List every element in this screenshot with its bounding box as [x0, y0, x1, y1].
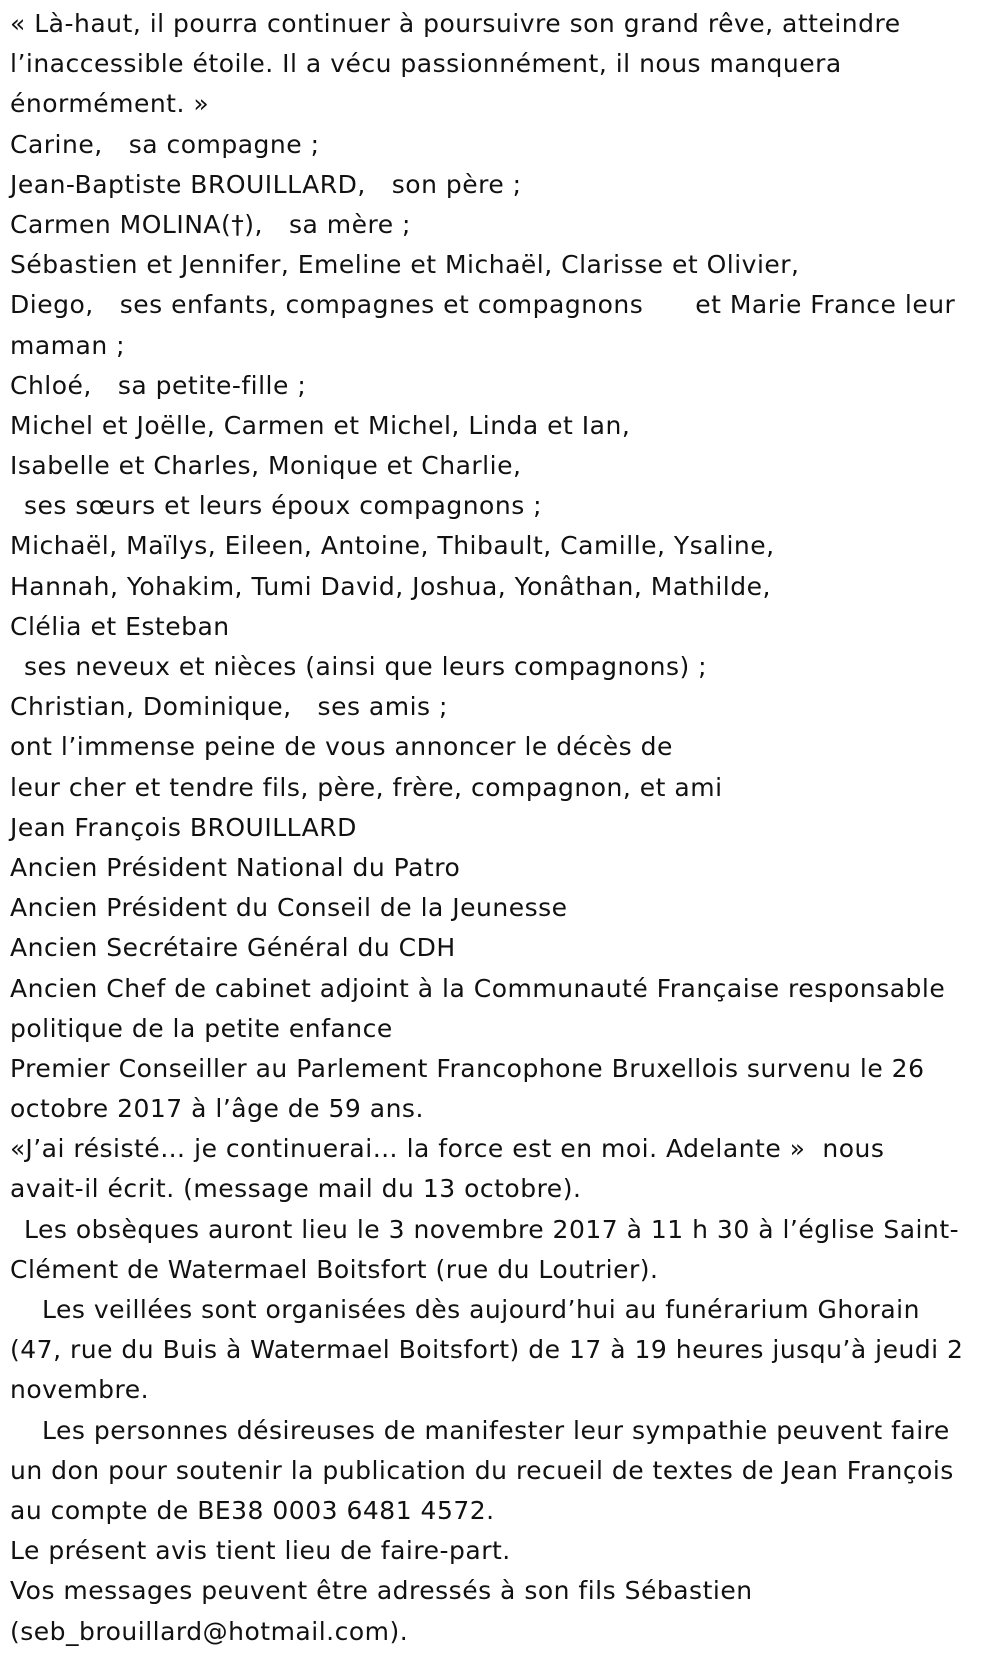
vigil-line-1 — [10, 1290, 995, 1330]
deceased-name: Jean François BROUILLARD — [10, 812, 357, 842]
closing-line-2: Vos messages peuvent être adressés à son fils Sébastien — [10, 1576, 753, 1606]
obituary-notice — [10, 4, 995, 1652]
title-4b: politique de la petite enfance — [10, 1013, 393, 1043]
children-name: Diego, — [10, 290, 94, 320]
partner-line — [10, 125, 995, 165]
granddaughter-line — [10, 366, 995, 406]
sisters-line-2: Isabelle et Charles, Monique et Charlie, — [10, 451, 522, 481]
funeral-line-2: Clément de Watermael Boitsfort (rue du Loutrier). — [10, 1254, 659, 1284]
friends-role: ses amis ; — [317, 692, 448, 722]
closing-email-line: (seb_brouillard@hotmail.com). — [10, 1616, 409, 1646]
granddaughter-name: Chloé, — [10, 370, 92, 400]
title-1: Ancien Président National du Patro — [10, 852, 461, 882]
sisters-line-1: Michel et Joëlle, Carmen et Michel, Linda et Ian, — [10, 410, 631, 440]
friends-name: Christian, Dominique, — [10, 692, 292, 722]
vigil-text-1: Les veillées sont organisées dès aujourd’hui au funérarium Ghorain — [42, 1295, 920, 1324]
father-line — [10, 165, 995, 205]
vigil-line-3: novembre. — [10, 1375, 150, 1405]
title-5a: Premier Conseiller au Parlement Francophone Bruxellois survenu le 26 — [10, 1053, 925, 1083]
children-extra: et Marie France leur — [695, 290, 956, 320]
funeral-text-1: Les obsèques auront lieu le 3 novembre 2017 à 11 h 30 à l’église Saint- — [24, 1214, 960, 1244]
donation-line-1 — [10, 1411, 995, 1451]
children-line-3: maman ; — [10, 330, 126, 360]
title-3: Ancien Secrétaire Général du CDH — [10, 933, 456, 963]
nephews-line-2: Hannah, Yohakim, Tumi David, Joshua, Yonâthan, Mathilde, — [10, 571, 771, 601]
donation-text-1: Les personnes désireuses de manifester leur sympathie peuvent faire — [42, 1415, 950, 1445]
announcement-line-1: ont l’immense peine de vous annoncer le décès de — [10, 732, 673, 762]
nephews-role: ses neveux et nièces (ainsi que leurs compagnons) ; — [24, 652, 708, 681]
sisters-role-line — [10, 486, 995, 526]
father-name: Jean-Baptiste BROUILLARD, — [10, 169, 366, 199]
partner-role: sa compagne ; — [128, 129, 320, 159]
title-5b: octobre 2017 à l’âge de 59 ans. — [10, 1094, 424, 1124]
father-role: son père ; — [391, 169, 522, 199]
mother-name: Carmen MOLINA(†), — [10, 209, 263, 239]
message-line-2: avait-il écrit. (message mail du 13 octobre). — [10, 1174, 582, 1204]
message-line-1: «J’ai résisté… je continuerai… la force est en moi. Adelante » nous — [10, 1134, 885, 1164]
quote-line-1: « Là-haut, il pourra continuer à poursuivre son grand rêve, atteindre — [10, 9, 901, 38]
announcement-line-2: leur cher et tendre fils, père, frère, compagnon, et ami — [10, 772, 723, 802]
friends-line — [10, 687, 995, 727]
nephews-line-1: Michaël, Maïlys, Eileen, Antoine, Thibault, Camille, Ysaline, — [10, 531, 775, 561]
nephews-role-line — [10, 647, 995, 687]
partner-name: Carine, — [10, 129, 103, 159]
children-role: ses enfants, compagnes et compagnons — [119, 290, 644, 320]
mother-line — [10, 205, 995, 245]
donation-line-2: un don pour soutenir la publication du recueil de textes de Jean François — [10, 1455, 954, 1485]
granddaughter-role: sa petite-fille ; — [117, 370, 307, 400]
title-2: Ancien Président du Conseil de la Jeunesse — [10, 893, 568, 923]
funeral-line-1 — [10, 1210, 995, 1250]
quote-line-3: énormément. » — [10, 89, 210, 119]
title-4a: Ancien Chef de cabinet adjoint à la Communauté Française responsable — [10, 973, 946, 1003]
vigil-line-2: (47, rue du Buis à Watermael Boitsfort) de 17 à 19 heures jusqu’à jeudi 2 — [10, 1335, 964, 1365]
children-line-1: Sébastien et Jennifer, Emeline et Michaël, Clarisse et Olivier, — [10, 250, 800, 280]
closing-line-1: Le présent avis tient lieu de faire-part. — [10, 1536, 511, 1566]
sisters-role: ses sœurs et leurs époux compagnons ; — [24, 491, 543, 521]
quote-line-2: l’inaccessible étoile. Il a vécu passionnément, il nous manquera — [10, 49, 842, 79]
mother-role: sa mère ; — [288, 209, 411, 239]
nephews-line-3: Clélia et Esteban — [10, 611, 230, 641]
donation-line-3: au compte de BE38 0003 6481 4572. — [10, 1495, 495, 1525]
children-line-2 — [10, 285, 995, 325]
